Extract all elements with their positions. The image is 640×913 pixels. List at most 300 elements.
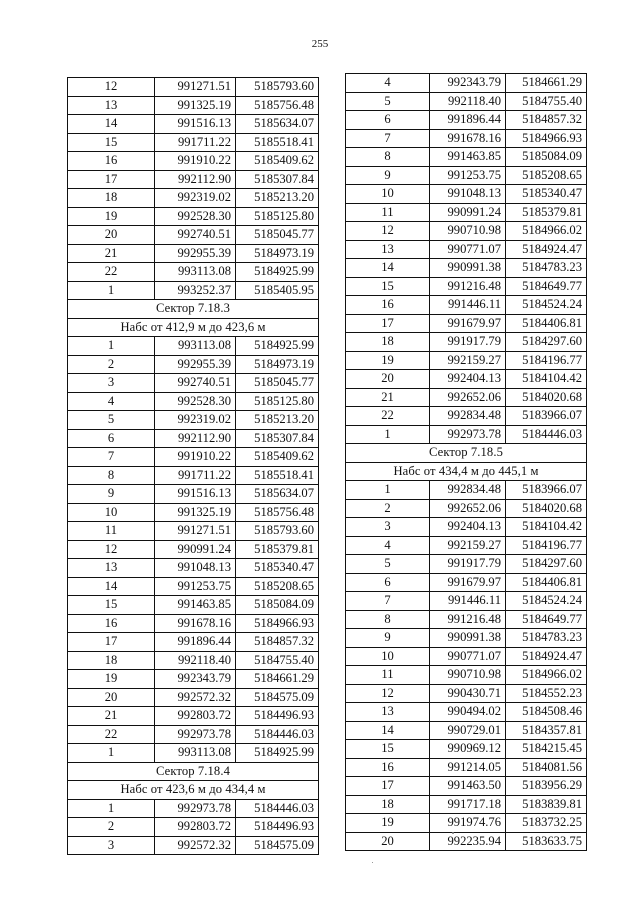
table-row (346, 555, 587, 574)
x-coordinate: 991678.16 (155, 614, 236, 633)
x-coordinate: 990729.01 (430, 721, 506, 740)
y-coordinate: 5184297.60 (506, 555, 587, 574)
table-row (68, 115, 319, 134)
y-coordinate: 5185634.07 (236, 115, 319, 134)
point-number: 16 (68, 152, 155, 171)
x-coordinate: 990710.98 (430, 666, 506, 685)
point-number: 21 (346, 388, 430, 407)
point-number: 5 (346, 555, 430, 574)
point-number: 4 (346, 74, 430, 93)
x-coordinate: 991678.16 (430, 129, 506, 148)
point-number: 13 (346, 703, 430, 722)
table-row (68, 411, 319, 430)
point-number: 1 (346, 481, 430, 500)
x-coordinate: 991463.85 (430, 148, 506, 167)
table-row (346, 185, 587, 204)
point-number: 17 (68, 170, 155, 189)
x-coordinate: 991048.13 (430, 185, 506, 204)
y-coordinate: 5184020.68 (506, 499, 587, 518)
x-coordinate: 991253.75 (430, 166, 506, 185)
point-number: 5 (68, 411, 155, 430)
sector-title: Сектор 7.18.4 (68, 762, 319, 781)
table-row (68, 374, 319, 393)
y-coordinate: 5184783.23 (506, 629, 587, 648)
x-coordinate: 992404.13 (430, 370, 506, 389)
point-number: 9 (346, 166, 430, 185)
x-coordinate: 993113.08 (155, 744, 236, 763)
table-row (346, 610, 587, 629)
table-row (68, 707, 319, 726)
table-row (68, 466, 319, 485)
table-row (68, 133, 319, 152)
table-row (346, 296, 587, 315)
table-row (68, 614, 319, 633)
point-number: 15 (346, 277, 430, 296)
table-row (346, 111, 587, 130)
table-row (68, 596, 319, 615)
point-number: 19 (68, 670, 155, 689)
y-coordinate: 5185756.48 (236, 503, 319, 522)
table-row (346, 758, 587, 777)
y-coordinate: 5184081.56 (506, 758, 587, 777)
x-coordinate: 991896.44 (430, 111, 506, 130)
table-row (346, 277, 587, 296)
sector-range-row (346, 462, 587, 481)
point-number: 1 (68, 337, 155, 356)
point-number: 4 (346, 536, 430, 555)
x-coordinate: 992955.39 (155, 355, 236, 374)
x-coordinate: 992572.32 (155, 688, 236, 707)
point-number: 7 (346, 592, 430, 611)
point-number: 14 (68, 577, 155, 596)
x-coordinate: 992973.78 (155, 799, 236, 818)
point-number: 11 (346, 666, 430, 685)
point-number: 8 (346, 610, 430, 629)
table-row (68, 540, 319, 559)
x-coordinate: 991711.22 (155, 466, 236, 485)
table-row (346, 629, 587, 648)
table-row (346, 92, 587, 111)
y-coordinate: 5184552.23 (506, 684, 587, 703)
y-coordinate: 5184925.99 (236, 337, 319, 356)
y-coordinate: 5185793.60 (236, 522, 319, 541)
table-row (346, 370, 587, 389)
table-row (346, 129, 587, 148)
table-row (346, 388, 587, 407)
x-coordinate: 992159.27 (430, 351, 506, 370)
y-coordinate: 5184973.19 (236, 244, 319, 263)
x-coordinate: 992118.40 (430, 92, 506, 111)
y-coordinate: 5184661.29 (506, 74, 587, 93)
table-row (346, 481, 587, 500)
y-coordinate: 5183633.75 (506, 832, 587, 851)
y-coordinate: 5184496.93 (236, 818, 319, 837)
table-row (346, 407, 587, 426)
table-row (68, 744, 319, 763)
y-coordinate: 5185125.80 (236, 207, 319, 226)
x-coordinate: 990710.98 (430, 222, 506, 241)
table-row (68, 725, 319, 744)
y-coordinate: 5184406.81 (506, 573, 587, 592)
y-coordinate: 5184575.09 (236, 836, 319, 855)
point-number: 11 (68, 522, 155, 541)
point-number: 6 (346, 573, 430, 592)
y-coordinate: 5184496.93 (236, 707, 319, 726)
point-number: 10 (346, 185, 430, 204)
point-number: 7 (346, 129, 430, 148)
left-table-body (68, 78, 319, 855)
table-row (346, 740, 587, 759)
x-coordinate: 992973.78 (155, 725, 236, 744)
x-coordinate: 990991.38 (430, 629, 506, 648)
table-row (68, 559, 319, 578)
sector-title-row (68, 300, 319, 319)
y-coordinate: 5185208.65 (506, 166, 587, 185)
point-number: 19 (346, 351, 430, 370)
x-coordinate: 992803.72 (155, 707, 236, 726)
table-row (346, 666, 587, 685)
table-row (346, 166, 587, 185)
point-number: 18 (346, 333, 430, 352)
table-row (68, 818, 319, 837)
table-row (346, 240, 587, 259)
table-row (346, 777, 587, 796)
table-row (68, 670, 319, 689)
x-coordinate: 992235.94 (430, 832, 506, 851)
y-coordinate: 5184966.02 (506, 666, 587, 685)
table-row (346, 814, 587, 833)
point-number: 16 (68, 614, 155, 633)
y-coordinate: 5185518.41 (236, 133, 319, 152)
x-coordinate: 990430.71 (430, 684, 506, 703)
y-coordinate: 5184524.24 (506, 592, 587, 611)
y-coordinate: 5185045.77 (236, 374, 319, 393)
y-coordinate: 5184406.81 (506, 314, 587, 333)
x-coordinate: 991216.48 (430, 610, 506, 629)
x-coordinate: 991917.79 (430, 333, 506, 352)
y-coordinate: 5185208.65 (236, 577, 319, 596)
y-coordinate: 5183956.29 (506, 777, 587, 796)
y-coordinate: 5185340.47 (236, 559, 319, 578)
right-table-body (346, 74, 587, 851)
x-coordinate: 990771.07 (430, 240, 506, 259)
point-number: 18 (346, 795, 430, 814)
point-number: 20 (68, 688, 155, 707)
point-number: 15 (68, 596, 155, 615)
table-row (68, 688, 319, 707)
point-number: 18 (68, 189, 155, 208)
y-coordinate: 5184924.47 (506, 647, 587, 666)
x-coordinate: 991463.85 (155, 596, 236, 615)
table-row (346, 351, 587, 370)
x-coordinate: 991896.44 (155, 633, 236, 652)
table-row (68, 207, 319, 226)
point-number: 3 (68, 836, 155, 855)
x-coordinate: 991253.75 (155, 577, 236, 596)
point-number: 12 (346, 222, 430, 241)
point-number: 19 (346, 814, 430, 833)
y-coordinate: 5185756.48 (236, 96, 319, 115)
y-coordinate: 5184524.24 (506, 296, 587, 315)
x-coordinate: 992740.51 (155, 226, 236, 245)
table-row (68, 799, 319, 818)
y-coordinate: 5185307.84 (236, 170, 319, 189)
table-row (68, 633, 319, 652)
point-number: 2 (68, 818, 155, 837)
y-coordinate: 5184297.60 (506, 333, 587, 352)
x-coordinate: 991910.22 (155, 448, 236, 467)
y-coordinate: 5184925.99 (236, 744, 319, 763)
sector-depth-range: Набс от 434,4 м до 445,1 м (346, 462, 587, 481)
point-number: 14 (68, 115, 155, 134)
x-coordinate: 992118.40 (155, 651, 236, 670)
table-row (68, 355, 319, 374)
point-number: 1 (68, 799, 155, 818)
point-number: 17 (346, 314, 430, 333)
point-number: 17 (68, 633, 155, 652)
point-number: 5 (346, 92, 430, 111)
x-coordinate: 993113.08 (155, 263, 236, 282)
x-coordinate: 991917.79 (430, 555, 506, 574)
table-row (68, 152, 319, 171)
table-row (68, 281, 319, 300)
table-row (68, 189, 319, 208)
y-coordinate: 5184446.03 (236, 799, 319, 818)
y-coordinate: 5185518.41 (236, 466, 319, 485)
y-coordinate: 5184215.45 (506, 740, 587, 759)
y-coordinate: 5184857.32 (236, 633, 319, 652)
table-row (68, 337, 319, 356)
sector-range-row (68, 318, 319, 337)
y-coordinate: 5185213.20 (236, 189, 319, 208)
table-row (346, 259, 587, 278)
x-coordinate: 991216.48 (430, 277, 506, 296)
y-coordinate: 5185340.47 (506, 185, 587, 204)
table-row (68, 170, 319, 189)
x-coordinate: 991679.97 (430, 573, 506, 592)
point-number: 7 (68, 448, 155, 467)
y-coordinate: 5184966.93 (506, 129, 587, 148)
point-number: 2 (346, 499, 430, 518)
y-coordinate: 5185213.20 (236, 411, 319, 430)
table-row (68, 485, 319, 504)
y-coordinate: 5184925.99 (236, 263, 319, 282)
x-coordinate: 991325.19 (155, 96, 236, 115)
x-coordinate: 993252.37 (155, 281, 236, 300)
y-coordinate: 5184196.77 (506, 536, 587, 555)
table-row (346, 499, 587, 518)
x-coordinate: 992740.51 (155, 374, 236, 393)
point-number: 16 (346, 296, 430, 315)
point-number: 18 (68, 651, 155, 670)
table-row (68, 392, 319, 411)
x-coordinate: 990991.38 (430, 259, 506, 278)
y-coordinate: 5183732.25 (506, 814, 587, 833)
sector-title-row (346, 444, 587, 463)
y-coordinate: 5183839.81 (506, 795, 587, 814)
table-row (68, 263, 319, 282)
point-number: 15 (68, 133, 155, 152)
x-coordinate: 993113.08 (155, 337, 236, 356)
y-coordinate: 5183966.07 (506, 407, 587, 426)
y-coordinate: 5184661.29 (236, 670, 319, 689)
scan-speck (452, 832, 454, 834)
table-row (346, 573, 587, 592)
x-coordinate: 990494.02 (430, 703, 506, 722)
point-number: 13 (68, 559, 155, 578)
y-coordinate: 5184924.47 (506, 240, 587, 259)
sector-title: Сектор 7.18.5 (346, 444, 587, 463)
table-row (346, 203, 587, 222)
y-coordinate: 5184973.19 (236, 355, 319, 374)
point-number: 2 (68, 355, 155, 374)
sector-range-row (68, 781, 319, 800)
point-number: 12 (68, 78, 155, 97)
x-coordinate: 990969.12 (430, 740, 506, 759)
point-number: 19 (68, 207, 155, 226)
point-number: 21 (68, 244, 155, 263)
table-row (346, 148, 587, 167)
point-number: 11 (346, 203, 430, 222)
y-coordinate: 5184104.42 (506, 370, 587, 389)
x-coordinate: 992652.06 (430, 499, 506, 518)
table-row (346, 684, 587, 703)
y-coordinate: 5184575.09 (236, 688, 319, 707)
table-row (68, 244, 319, 263)
table-row (68, 577, 319, 596)
x-coordinate: 992652.06 (430, 388, 506, 407)
table-row (346, 703, 587, 722)
x-coordinate: 992319.02 (155, 411, 236, 430)
page-number: 255 (311, 38, 329, 50)
x-coordinate: 990991.24 (155, 540, 236, 559)
y-coordinate: 5184446.03 (506, 425, 587, 444)
point-number: 13 (68, 96, 155, 115)
point-number: 22 (68, 725, 155, 744)
table-row (346, 314, 587, 333)
table-row (346, 425, 587, 444)
table-row (346, 536, 587, 555)
x-coordinate: 991516.13 (155, 115, 236, 134)
x-coordinate: 991325.19 (155, 503, 236, 522)
point-number: 9 (68, 485, 155, 504)
table-row (346, 74, 587, 93)
x-coordinate: 990771.07 (430, 647, 506, 666)
x-coordinate: 992404.13 (430, 518, 506, 537)
x-coordinate: 991717.18 (430, 795, 506, 814)
point-number: 20 (346, 832, 430, 851)
point-number: 12 (346, 684, 430, 703)
point-number: 20 (346, 370, 430, 389)
point-number: 14 (346, 721, 430, 740)
y-coordinate: 5185084.09 (506, 148, 587, 167)
sector-depth-range: Набс от 412,9 м до 423,6 м (68, 318, 319, 337)
x-coordinate: 991048.13 (155, 559, 236, 578)
sector-depth-range: Набс от 423,6 м до 434,4 м (68, 781, 319, 800)
y-coordinate: 5183966.07 (506, 481, 587, 500)
table-row (68, 429, 319, 448)
x-coordinate: 991679.97 (430, 314, 506, 333)
y-coordinate: 5185084.09 (236, 596, 319, 615)
table-row (68, 522, 319, 541)
y-coordinate: 5185379.81 (236, 540, 319, 559)
x-coordinate: 991516.13 (155, 485, 236, 504)
y-coordinate: 5184508.46 (506, 703, 587, 722)
x-coordinate: 991271.51 (155, 522, 236, 541)
table-row (346, 795, 587, 814)
y-coordinate: 5184649.77 (506, 610, 587, 629)
y-coordinate: 5184020.68 (506, 388, 587, 407)
x-coordinate: 992572.32 (155, 836, 236, 855)
point-number: 9 (346, 629, 430, 648)
point-number: 12 (68, 540, 155, 559)
point-number: 6 (68, 429, 155, 448)
point-number: 15 (346, 740, 430, 759)
y-coordinate: 5184755.40 (506, 92, 587, 111)
point-number: 22 (346, 407, 430, 426)
point-number: 20 (68, 226, 155, 245)
point-number: 1 (346, 425, 430, 444)
x-coordinate: 991214.05 (430, 758, 506, 777)
x-coordinate: 992112.90 (155, 170, 236, 189)
table-row (68, 96, 319, 115)
x-coordinate: 992955.39 (155, 244, 236, 263)
x-coordinate: 991446.11 (430, 592, 506, 611)
y-coordinate: 5184104.42 (506, 518, 587, 537)
scan-speck (372, 862, 373, 863)
y-coordinate: 5184446.03 (236, 725, 319, 744)
x-coordinate: 992834.48 (430, 481, 506, 500)
x-coordinate: 991463.50 (430, 777, 506, 796)
x-coordinate: 991974.76 (430, 814, 506, 833)
table-row (68, 503, 319, 522)
y-coordinate: 5185307.84 (236, 429, 319, 448)
table-row (68, 78, 319, 97)
sector-title: Сектор 7.18.3 (68, 300, 319, 319)
y-coordinate: 5185125.80 (236, 392, 319, 411)
table-row (346, 721, 587, 740)
table-row (68, 836, 319, 855)
table-row (346, 832, 587, 851)
x-coordinate: 992834.48 (430, 407, 506, 426)
y-coordinate: 5184357.81 (506, 721, 587, 740)
y-coordinate: 5185634.07 (236, 485, 319, 504)
y-coordinate: 5185045.77 (236, 226, 319, 245)
point-number: 10 (346, 647, 430, 666)
y-coordinate: 5184857.32 (506, 111, 587, 130)
table-row (346, 333, 587, 352)
x-coordinate: 992528.30 (155, 392, 236, 411)
point-number: 1 (68, 281, 155, 300)
x-coordinate: 992803.72 (155, 818, 236, 837)
point-number: 4 (68, 392, 155, 411)
x-coordinate: 992343.79 (430, 74, 506, 93)
y-coordinate: 5185409.62 (236, 448, 319, 467)
y-coordinate: 5184783.23 (506, 259, 587, 278)
x-coordinate: 991271.51 (155, 78, 236, 97)
y-coordinate: 5185409.62 (236, 152, 319, 171)
table-row (346, 592, 587, 611)
x-coordinate: 991910.22 (155, 152, 236, 171)
x-coordinate: 992343.79 (155, 670, 236, 689)
y-coordinate: 5184966.93 (236, 614, 319, 633)
x-coordinate: 991446.11 (430, 296, 506, 315)
point-number: 13 (346, 240, 430, 259)
y-coordinate: 5185379.81 (506, 203, 587, 222)
point-number: 8 (68, 466, 155, 485)
x-coordinate: 992112.90 (155, 429, 236, 448)
y-coordinate: 5185405.95 (236, 281, 319, 300)
